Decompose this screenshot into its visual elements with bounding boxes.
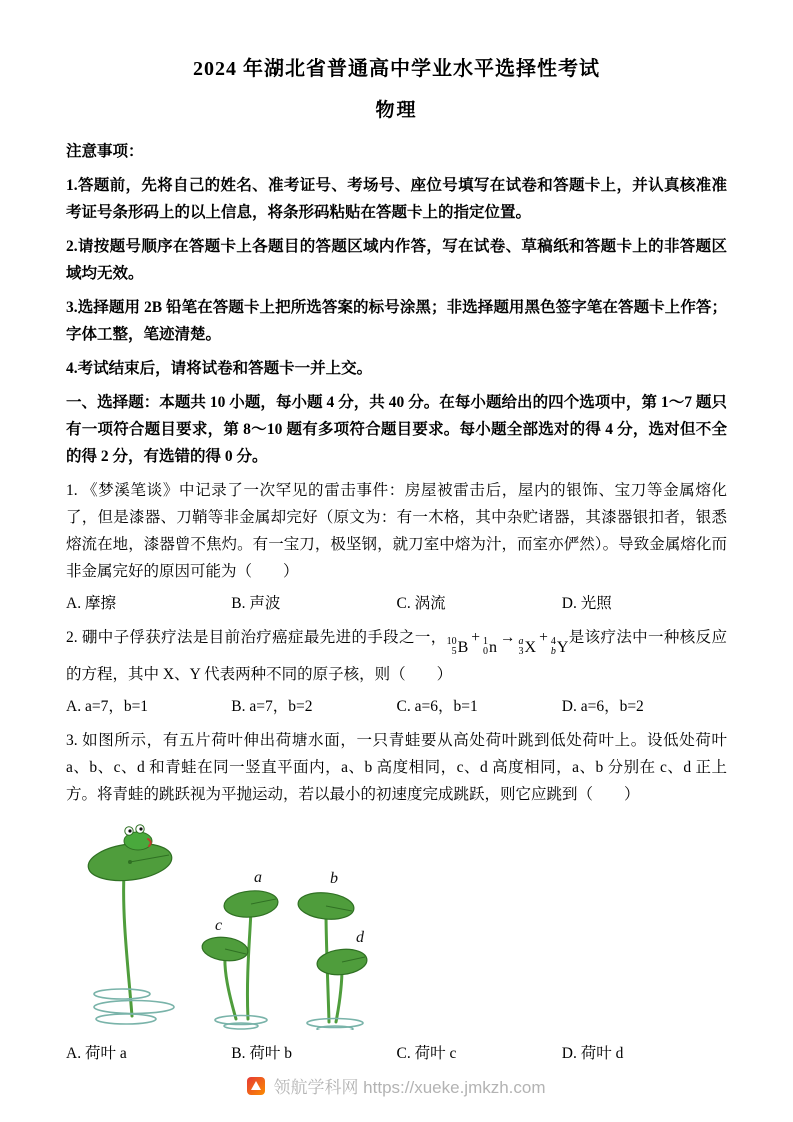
- q2-option-c: C. a=6，b=1: [396, 697, 478, 715]
- label-c: c: [215, 916, 223, 934]
- label-a: a: [254, 868, 262, 886]
- nuclide-boron: 10 5 B: [446, 636, 469, 657]
- notice-item-3: 3.选择题用 2B 铅笔在答题卡上把所选答案的标号涂黑；非选择题用黑色签字笔在答题卡上作答；字体工整，笔迹清楚。: [66, 299, 727, 343]
- question-3-text: 3. 如图所示，有五片荷叶伸出荷塘水面，一只青蛙要从高处荷叶跳到低处荷叶上。设低处荷叶 a、b、c、d 和青蛙在同一竖直平面内，a、b 高度相同，c、d 高度相同，a、b 分别在 c、d 正上方。将青蛙的跳跃视为平抛运动，若以最小的初速度完成跳跃，则它应跳到（ ）: [66, 731, 727, 803]
- q2-option-a: A. a=7，b=1: [66, 697, 149, 715]
- q2-option-b: B. a=7，b=2: [231, 697, 313, 715]
- q1-option-c: C. 涡流: [396, 595, 446, 612]
- notice-item-2: 2.请按题号顺序在答题卡上各题目的答题区域内作答，写在试卷、草稿纸和答题卡上的非答题区域均无效。: [66, 238, 727, 282]
- nuclide-y: 4 b Y: [550, 636, 569, 657]
- site-watermark: [0, 1073, 793, 1098]
- plus-sign: +: [539, 629, 548, 646]
- water-ripples-middle: [215, 1015, 267, 1029]
- question-3-figure: [78, 816, 727, 1035]
- nuclide-neutron: 1 0 n: [483, 636, 498, 657]
- q2-text-pre: 2. 硼中子俘获疗法是目前治疗癌症最先进的手段之一，: [66, 629, 447, 646]
- q3-option-a: A. 荷叶 a: [66, 1044, 127, 1062]
- notice-item-4: 4.考试结束后，请将试卷和答题卡一并上交。: [66, 360, 373, 377]
- q3-option-c: C. 荷叶 c: [396, 1044, 457, 1062]
- site-watermark-link[interactable]: 领航学科网 https://xueke.jmkzh.com: [273, 1078, 546, 1097]
- q1-option-d: D. 光照: [561, 595, 612, 612]
- frog: [124, 824, 152, 849]
- nuclide-x: a 3 X: [518, 636, 537, 657]
- water-ripples-left: [94, 989, 174, 1024]
- q2-text-post: 是该疗法中一种核反应的方程，其中 X、Y 代表两种不同的原子核，则（ ）: [66, 629, 727, 683]
- q3-option-b: B. 荷叶 b: [231, 1044, 292, 1062]
- q2-option-d: D. a=6，b=2: [561, 697, 644, 715]
- question-1-options: [66, 590, 727, 617]
- notice-item-1: 1.答题前，先将自己的姓名、准考证号、考场号、座位号填写在试卷和答题卡上，并认真核准准考证号条形码上的以上信息，将条形码粘贴在答题卡上的指定位置。: [66, 177, 727, 221]
- leaf-c: [201, 917, 249, 1019]
- site-logo-icon: [247, 1077, 265, 1095]
- q1-option-a: A. 摩擦: [66, 595, 116, 612]
- exam-title: 2024 年湖北省普通高中学业水平选择性考试: [193, 58, 600, 80]
- q3-option-d: D. 荷叶 d: [561, 1044, 624, 1062]
- leaf-d: [316, 929, 368, 1022]
- label-b: b: [330, 869, 338, 887]
- plus-sign: +: [471, 629, 481, 646]
- label-d: d: [356, 928, 364, 946]
- section-heading: 一、选择题：本题共 10 小题，每小题 4 分，共 40 分。在每小题给出的四个选项中，第 1～7 题只有一项符合题目要求，第 8～10 题有多项符合题目要求。每小题全部选对的得 4 分，选对但不全的得 2 分，有选错的得 0 分。: [66, 394, 727, 465]
- question-1-text: 1. 《梦溪笔谈》中记录了一次罕见的雷击事件：房屋被雷击后，屋内的银饰、宝刀等金属熔化了，但是漆器、刀鞘等非金属却完好（原文为：有一木格，其中杂贮诸器，其漆器银扣者，银悉熔流在地，漆器曾不焦灼。有一宝刀，极坚钢，就刀室中熔为汁，而室亦俨然）。导致金属熔化而非金属完好的原因可能为（ ）: [66, 482, 727, 580]
- notice-heading: 注意事项：: [66, 143, 144, 160]
- arrow-icon: →: [500, 629, 516, 646]
- lotus-pond-figure: [78, 816, 408, 1030]
- question-3-options: [66, 1040, 727, 1067]
- q1-option-b: B. 声波: [231, 595, 281, 612]
- leaf-b: [297, 870, 355, 1022]
- question-2-text: [66, 624, 727, 688]
- question-2-options: [66, 693, 727, 720]
- exam-subject: 物理: [375, 100, 418, 121]
